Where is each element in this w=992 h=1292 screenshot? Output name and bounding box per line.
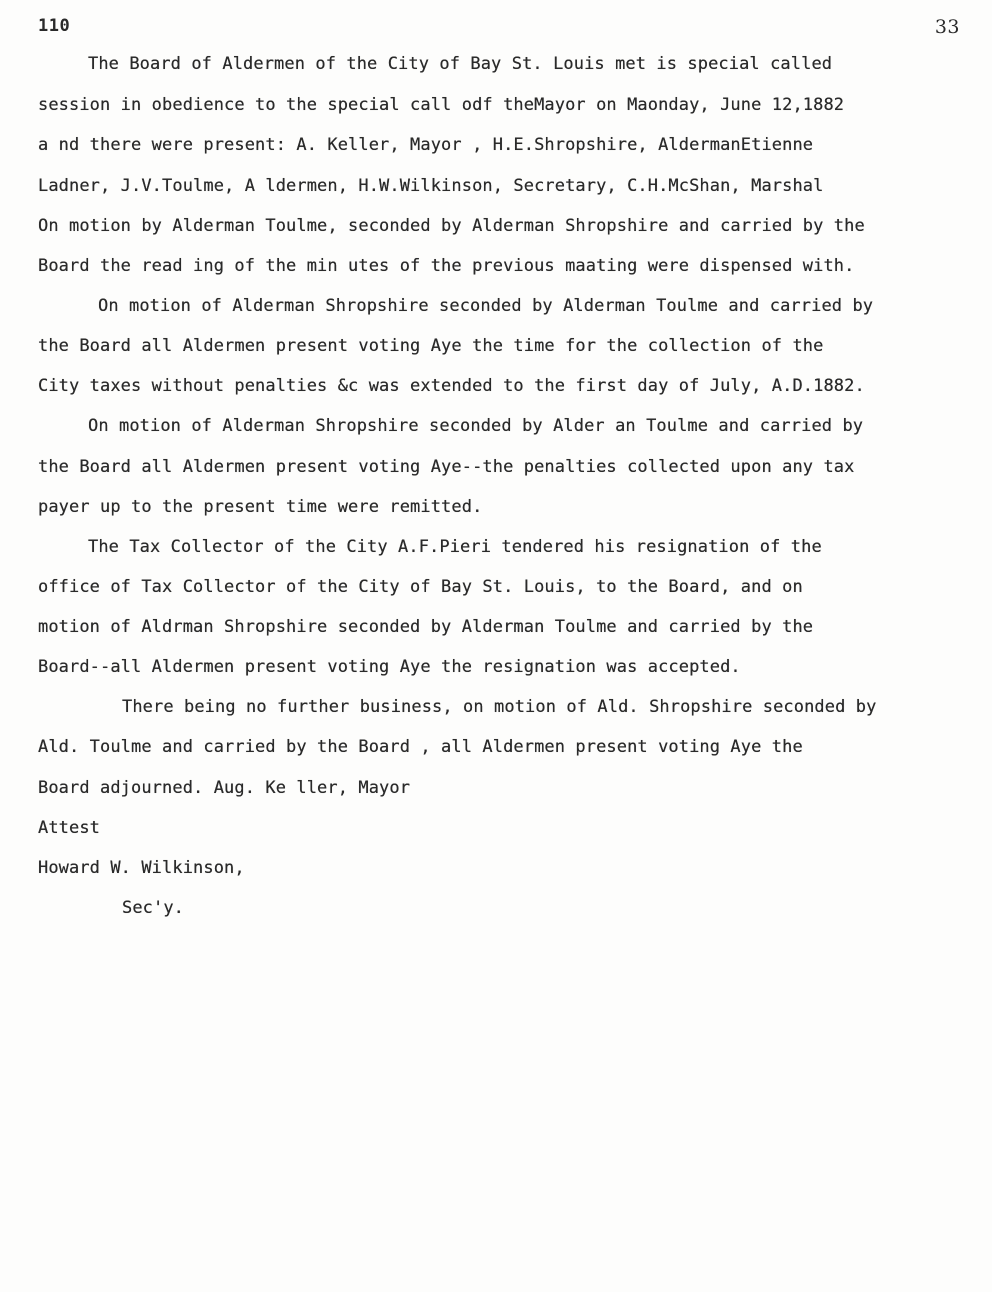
page-number-right: 33	[934, 16, 960, 38]
text-line: Board--all Aldermen present voting Aye the resignation was accepted.	[38, 657, 741, 677]
text-line: payer up to the present time were remitted.	[38, 497, 483, 517]
text-line: There being no further business, on motion of Ald. Shropshire seconded by	[122, 697, 877, 717]
text-line: Sec'y.	[122, 898, 185, 918]
text-line: The Tax Collector of the City A.F.Pieri tendered his resignation of the	[88, 537, 822, 557]
text-line: Board adjourned. Aug. Ke ller, Mayor	[38, 778, 411, 798]
page-number-left: 110	[38, 16, 71, 36]
text-line: office of Tax Collector of the City of Bay St. Louis, to the Board, and on	[38, 577, 803, 597]
text-line: On motion by Alderman Toulme, seconded by Alderman Shropshire and carried by the	[38, 216, 865, 236]
text-line: Attest	[38, 818, 101, 838]
text-line: session in obedience to the special call odf theMayor on Maonday, June 12,1882	[38, 95, 845, 115]
text-line: the Board all Aldermen present voting Aye--the penalties collected upon any tax	[38, 457, 855, 477]
text-line: a nd there were present: A. Keller, Mayor , H.E.Shropshire, AldermanEtienne	[38, 135, 814, 155]
text-line: City taxes without penalties &c was extended to the first day of July, A.D.1882.	[38, 376, 865, 396]
text-line: The Board of Aldermen of the City of Bay St. Louis met is special called	[88, 54, 833, 74]
text-line: motion of Aldrman Shropshire seconded by Alderman Toulme and carried by the	[38, 617, 814, 637]
text-line: Ald. Toulme and carried by the Board , all Aldermen present voting Aye the	[38, 737, 803, 757]
text-line: On motion of Alderman Shropshire seconded by Alderman Toulme and carried by	[98, 296, 874, 316]
text-line: the Board all Aldermen present voting Aye the time for the collection of the	[38, 336, 824, 356]
text-line: On motion of Alderman Shropshire seconded by Alder an Toulme and carried by	[88, 416, 864, 436]
text-line: Board the read ing of the min utes of the previous maating were dispensed with.	[38, 256, 855, 276]
text-line: Ladner, J.V.Toulme, A ldermen, H.W.Wilkinson, Secretary, C.H.McShan, Marshal	[38, 176, 824, 196]
text-line: Howard W. Wilkinson,	[38, 858, 245, 878]
